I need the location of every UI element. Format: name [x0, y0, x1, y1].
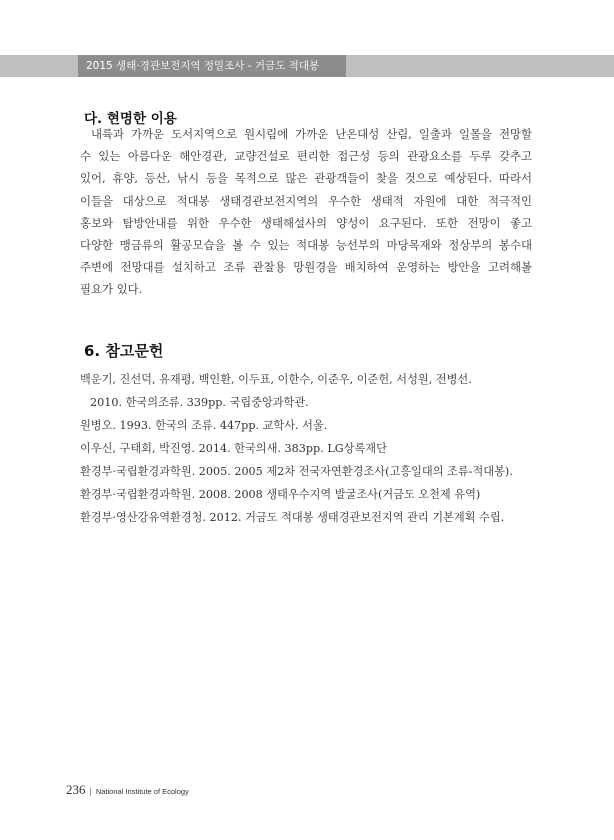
- reference-list: [80, 368, 540, 529]
- paragraph-line: 수 있는 아름다운 해안경관, 교량건설로 편리한 접근성 등의 관광요소를 두루 갖추고: [80, 149, 532, 164]
- reference-item: 환경부·영산강유역환경청. 2012. 거금도 적대봉 생태경관보전지역 관리 기본계획 수립.: [80, 511, 505, 524]
- paragraph-line: 홍보와 탐방안내를 위한 우수한 생태해설사의 양성이 요구된다. 또한 전망이 좋고: [80, 215, 532, 230]
- reference-item: 이우신, 구태회, 박진영. 2014. 한국의새. 383pp. LG상록재단: [80, 442, 387, 455]
- reference-item: 환경부·국립환경과학원. 2008. 2008 생태우수지역 발굴조사(거금도 오천제 유역): [80, 488, 481, 501]
- paragraph-line: 내륙과 가까운 도서지역으로 원시림에 가까운 난온대성 산림, 일출과 일몰을 전망할: [91, 127, 532, 141]
- reference-item: 원병오. 1993. 한국의 조류. 447pp. 교학사. 서울.: [80, 419, 328, 432]
- footer-separator: |: [89, 786, 92, 796]
- reference-item: 환경부·국립환경과학원. 2005. 2005 제2차 전국자연환경조사(고흥일대의 조류-적대봉).: [80, 465, 513, 478]
- running-title: 2015 생태·경관보전지역 정밀조사 - 거금도 적대봉: [78, 55, 346, 77]
- reference-continuation: 2010. 한국의조류. 339pp. 국립중앙과학관.: [90, 396, 309, 409]
- paragraph-line: 필요가 있다.: [80, 282, 143, 297]
- reference-item: [80, 368, 540, 414]
- institution-name: National Institute of Ecology: [95, 787, 189, 796]
- paragraph-line: 이들을 대상으로 적대봉 생태경관보전지역의 우수한 생태적 자원에 대한 적극적인: [80, 193, 532, 208]
- paragraph-line: 다양한 맹금류의 활공모습을 볼 수 있는 적대봉 능선부의 마당목재와 정상부의 봉수대: [80, 237, 532, 252]
- section-title: 6. 참고문헌: [84, 342, 164, 360]
- paragraph-line: 주변에 전망대를 설치하고 조류 관찰용 망원경을 배치하여 운영하는 방안을 고려해볼: [80, 260, 532, 275]
- page-number: 236: [66, 782, 86, 797]
- body-paragraph: [80, 123, 532, 301]
- reference-text: 백운기, 진선덕, 유재평, 백인환, 이두표, 이한수, 이준우, 이준헌, 서성원, 전병선.: [80, 373, 472, 386]
- paragraph-line: 있어, 휴양, 등산, 낚시 등을 목적으로 많은 관광객들이 찾을 것으로 예상된다. 따라서: [80, 171, 532, 186]
- page-footer: [66, 781, 189, 799]
- section-subtitle: 다. 현명한 이용: [84, 111, 177, 127]
